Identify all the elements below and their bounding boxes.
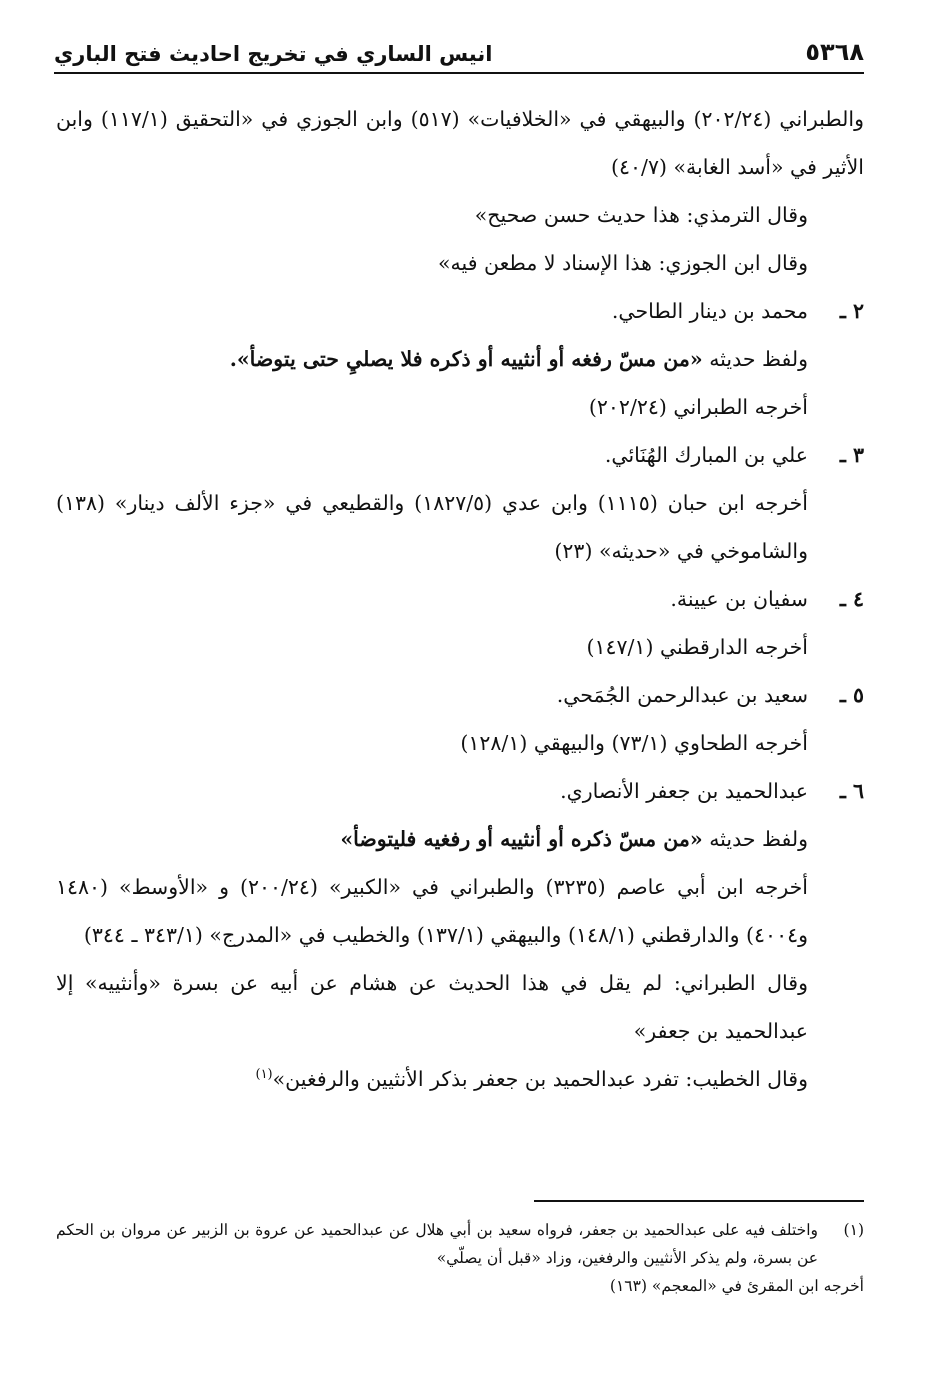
narrator-name: سفيان بن عيينة. xyxy=(670,587,808,611)
footnote-divider xyxy=(534,1200,864,1202)
takhrij: أخرجه ابن حبان (١١١٥) وابن عدي (١٨٢٧/٥) والقطيعي في «جزء الألف دينار» (١٣٨) والشاموخي في «حديثه» (٢٣) xyxy=(56,491,808,563)
narrator-name: علي بن المبارك الهُنَائي. xyxy=(604,443,808,467)
footnote-number: (١) xyxy=(843,1221,864,1239)
narrator-item-6 xyxy=(56,767,864,815)
narrator-item-5 xyxy=(56,671,864,719)
page-number: ٥٣٦٨ xyxy=(805,38,864,66)
item-number: ٣ ـ xyxy=(839,443,864,467)
hadith-text: «من مسّ رفغه أو أنثييه أو ذكره فلا يصليِ حتى يتوضأ». xyxy=(229,347,703,371)
paragraph-tirmidhi: وقال الترمذي: هذا حديث حسن صحيح» xyxy=(474,203,808,227)
paragraph-ibn-jawzi: وقال ابن الجوزي: هذا الإسناد لا مطعن فيه» xyxy=(438,251,808,275)
paragraph-sources: والطبراني (٢٠٢/٢٤) والبيهقي في «الخلافيات» (٥١٧) وابن الجوزي في «التحقيق (١١٧/١) وابن الأثير في «أسد الغابة» (٤٠/٧) xyxy=(56,107,865,179)
khatib-text: وقال الخطيب: تفرد عبدالحميد بن جعفر بذكر الأنثيين والرفغين» xyxy=(272,1067,808,1091)
narrator-name: عبدالحميد بن جعفر الأنصاري. xyxy=(560,779,808,803)
footnote-source: أخرجه ابن المقرئ في «المعجم» (١٦٣) xyxy=(609,1277,864,1295)
hadith-wording xyxy=(56,815,864,863)
hadith-wording xyxy=(56,335,864,383)
takhrij: أخرجه الدارقطني (١٤٧/١) xyxy=(586,635,808,659)
takhrij: أخرجه ابن أبي عاصم (٣٢٣٥) والطبراني في «الكبير» (٢٠٠/٢٤) و «الأوسط» (١٤٨٠ و٤٠٠٤) والدارقطني (١٤٨/١) والبيهقي (١٣٧/١) والخطيب في «المدرج» (٣٤٣/١ ـ ٣٤٤) xyxy=(56,875,808,947)
running-header xyxy=(54,34,864,74)
paragraph-tabarani: وقال الطبراني: لم يقل في هذا الحديث عن هشام عن أبيه عن بسرة «وأنثييه» إلا عبدالحميد بن جعفر» xyxy=(56,971,808,1043)
hadith-text: «من مسّ ذكره أو أنثييه أو رفغيه فليتوضأ» xyxy=(340,827,703,851)
footnote-text: واختلف فيه على عبدالحميد بن جعفر، فرواه سعيد بن أبي هلال عن عبدالحميد عن عروة بن الزبير عن مروان بن الحكم عن بسرة، ولم يذكر الأنثيين والرفغين، وزاد «قبل أن يصلّي» xyxy=(56,1221,818,1267)
narrator-name: محمد بن دينار الطاحي. xyxy=(611,299,808,323)
wording-intro: ولفظ حديثه xyxy=(702,827,808,851)
item-number: ٦ ـ xyxy=(839,779,864,803)
wording-intro: ولفظ حديثه xyxy=(702,347,808,371)
book-title: انيس الساري في تخريج احاديث فتح الباري xyxy=(54,42,493,66)
narrator-item-2 xyxy=(56,287,864,335)
takhrij: أخرجه الطحاوي (٧٣/١) والبيهقي (١٢٨/١) xyxy=(460,731,808,755)
takhrij: أخرجه الطبراني (٢٠٢/٢٤) xyxy=(588,395,808,419)
narrator-item-3 xyxy=(56,431,864,479)
footnote-reference[interactable]: (١) xyxy=(255,1067,273,1083)
narrator-item-4 xyxy=(56,575,864,623)
item-number: ٥ ـ xyxy=(839,683,864,707)
footnotes xyxy=(56,1216,864,1300)
item-number: ٢ ـ xyxy=(839,299,864,323)
footnote-1 xyxy=(56,1216,864,1272)
paragraph-khatib xyxy=(56,1055,864,1103)
item-number: ٤ ـ xyxy=(839,587,864,611)
main-text xyxy=(56,95,864,1103)
narrator-name: سعيد بن عبدالرحمن الجُمَحي. xyxy=(556,683,808,707)
